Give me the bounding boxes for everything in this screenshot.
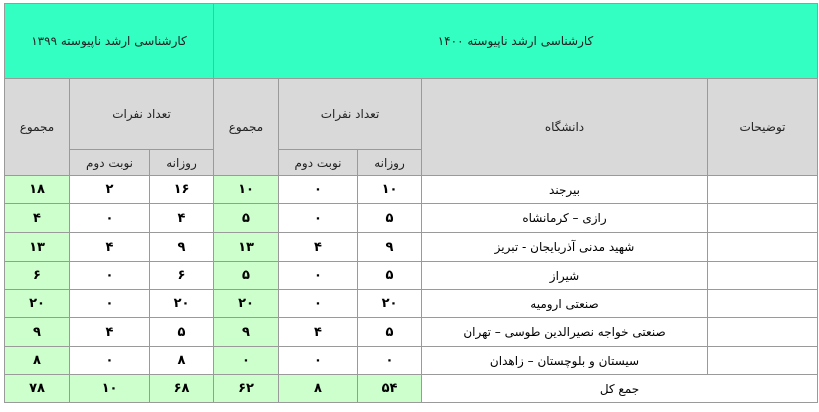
total-1400: ۹ bbox=[214, 318, 279, 347]
daily-header-1399: روزانه bbox=[150, 150, 214, 176]
grand-daily-1400: ۵۴ bbox=[358, 375, 422, 403]
admissions-table bbox=[4, 3, 818, 403]
grand-second-shift-1400: ۸ bbox=[279, 375, 358, 403]
daily-1400: ۹ bbox=[358, 233, 422, 262]
header-row-subgroups bbox=[5, 79, 818, 150]
total-1399: ۹ bbox=[5, 318, 70, 347]
second-shift-1400: ۰ bbox=[279, 204, 358, 233]
daily-1400: ۵ bbox=[358, 262, 422, 290]
table-row bbox=[5, 290, 818, 318]
total-1400: ۰ bbox=[214, 347, 279, 375]
notes-cell bbox=[708, 347, 818, 375]
second-shift-1399: ۴ bbox=[70, 318, 150, 347]
daily-1399: ۹ bbox=[150, 233, 214, 262]
second-shift-1400: ۰ bbox=[279, 347, 358, 375]
count-header-1400: تعداد نفرات bbox=[279, 79, 422, 150]
notes-header: توضیحات bbox=[708, 79, 818, 176]
daily-1400: ۲۰ bbox=[358, 290, 422, 318]
table-row bbox=[5, 262, 818, 290]
notes-cell bbox=[708, 262, 818, 290]
table-row bbox=[5, 233, 818, 262]
second-shift-1399: ۰ bbox=[70, 290, 150, 318]
group-header-1399: کارشناسی ارشد ناپیوسته ۱۳۹۹ bbox=[5, 4, 214, 79]
university-name: شیراز bbox=[422, 262, 708, 290]
university-name: شهید مدنی آذربایجان - تبریز bbox=[422, 233, 708, 262]
total-1400: ۱۳ bbox=[214, 233, 279, 262]
table-row bbox=[5, 318, 818, 347]
daily-1399: ۱۶ bbox=[150, 176, 214, 204]
total-1399: ۲۰ bbox=[5, 290, 70, 318]
table-row bbox=[5, 204, 818, 233]
total-1399: ۱۳ bbox=[5, 233, 70, 262]
total-header-1399: مجموع bbox=[5, 79, 70, 176]
group-header-1400: کارشناسی ارشد ناپیوسته ۱۴۰۰ bbox=[214, 4, 818, 79]
table-row bbox=[5, 347, 818, 375]
daily-1399: ۸ bbox=[150, 347, 214, 375]
second-shift-header-1399: نوبت دوم bbox=[70, 150, 150, 176]
daily-1400: ۰ bbox=[358, 347, 422, 375]
daily-1400: ۱۰ bbox=[358, 176, 422, 204]
second-shift-1400: ۴ bbox=[279, 318, 358, 347]
university-name: صنعتی خواجه نصیرالدین طوسی – تهران bbox=[422, 318, 708, 347]
notes-cell bbox=[708, 290, 818, 318]
daily-1400: ۵ bbox=[358, 318, 422, 347]
daily-header-1400: روزانه bbox=[358, 150, 422, 176]
second-shift-1400: ۰ bbox=[279, 290, 358, 318]
total-1399: ۱۸ bbox=[5, 176, 70, 204]
notes-cell bbox=[708, 176, 818, 204]
total-header-1400: مجموع bbox=[214, 79, 279, 176]
grand-daily-1399: ۶۸ bbox=[150, 375, 214, 403]
count-header-1399: تعداد نفرات bbox=[70, 79, 214, 150]
grand-total-1400: ۶۲ bbox=[214, 375, 279, 403]
daily-1399: ۶ bbox=[150, 262, 214, 290]
second-shift-1400: ۴ bbox=[279, 233, 358, 262]
grand-total-label: جمع کل bbox=[422, 375, 818, 403]
second-shift-1399: ۰ bbox=[70, 204, 150, 233]
grand-total-1399: ۷۸ bbox=[5, 375, 70, 403]
grand-second-shift-1399: ۱۰ bbox=[70, 375, 150, 403]
second-shift-1399: ۲ bbox=[70, 176, 150, 204]
daily-1400: ۵ bbox=[358, 204, 422, 233]
daily-1399: ۲۰ bbox=[150, 290, 214, 318]
second-shift-1400: ۰ bbox=[279, 176, 358, 204]
notes-cell bbox=[708, 318, 818, 347]
notes-cell bbox=[708, 233, 818, 262]
total-1399: ۸ bbox=[5, 347, 70, 375]
daily-1399: ۴ bbox=[150, 204, 214, 233]
university-name: سیستان و بلوچستان – زاهدان bbox=[422, 347, 708, 375]
second-shift-header-1400: نوبت دوم bbox=[279, 150, 358, 176]
university-name: بیرجند bbox=[422, 176, 708, 204]
daily-1399: ۵ bbox=[150, 318, 214, 347]
total-1400: ۱۰ bbox=[214, 176, 279, 204]
header-row-groups bbox=[5, 4, 818, 79]
total-row bbox=[5, 375, 818, 403]
second-shift-1399: ۴ bbox=[70, 233, 150, 262]
second-shift-1400: ۰ bbox=[279, 262, 358, 290]
total-1399: ۶ bbox=[5, 262, 70, 290]
second-shift-1399: ۰ bbox=[70, 347, 150, 375]
university-name: صنعتی ارومیه bbox=[422, 290, 708, 318]
university-name: رازی – کرمانشاه bbox=[422, 204, 708, 233]
notes-cell bbox=[708, 204, 818, 233]
total-1400: ۵ bbox=[214, 204, 279, 233]
total-1400: ۵ bbox=[214, 262, 279, 290]
total-1399: ۴ bbox=[5, 204, 70, 233]
second-shift-1399: ۰ bbox=[70, 262, 150, 290]
admissions-table-container bbox=[4, 3, 818, 403]
university-header: دانشگاه bbox=[422, 79, 708, 176]
table-row bbox=[5, 176, 818, 204]
total-1400: ۲۰ bbox=[214, 290, 279, 318]
